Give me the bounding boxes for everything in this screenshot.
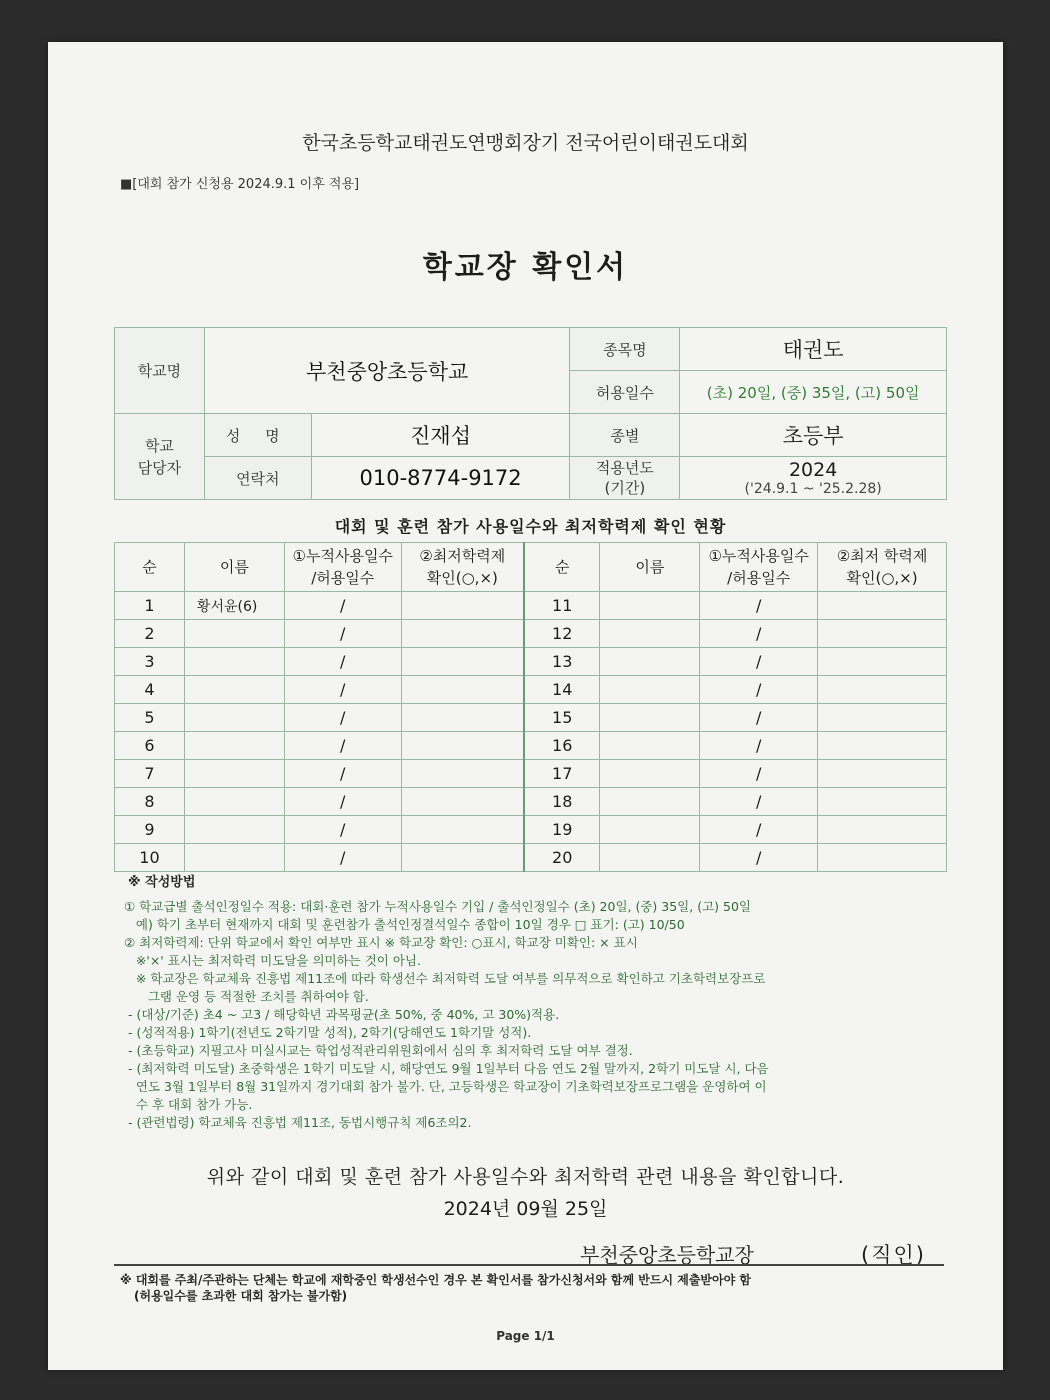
row-name bbox=[184, 620, 284, 648]
row-days-right: / bbox=[700, 732, 818, 760]
row-no-right: 13 bbox=[524, 648, 600, 676]
instruction-line: 연도 3월 1일부터 8월 31일까지 경기대회 참가 불가. 단, 고등학생은 학교장이 기초학력보장프로그램을 운영하여 이 bbox=[124, 1079, 767, 1094]
school-info-table bbox=[114, 327, 947, 500]
row-name bbox=[184, 732, 284, 760]
table-row bbox=[115, 844, 947, 872]
manager-name-value: 진재섭 bbox=[311, 414, 570, 457]
row-no-right: 11 bbox=[524, 592, 600, 620]
table-row bbox=[115, 732, 947, 760]
row-check-right bbox=[818, 844, 947, 872]
row-check bbox=[401, 620, 524, 648]
row-no-right: 16 bbox=[524, 732, 600, 760]
row-no: 10 bbox=[115, 844, 185, 872]
principal-name: 부천중앙초등학교장 bbox=[580, 1243, 754, 1267]
table-row bbox=[115, 788, 947, 816]
row-no-right: 17 bbox=[524, 760, 600, 788]
instructions-heading: ※ 작성방법 bbox=[128, 875, 196, 890]
instruction-line: 그램 운영 등 적절한 조치를 취하여야 함. bbox=[124, 989, 369, 1004]
row-no-right: 14 bbox=[524, 676, 600, 704]
table-row bbox=[115, 592, 947, 620]
school-name-value: 부천중앙초등학교 bbox=[204, 328, 570, 414]
year-label: 적용년도 (기간) bbox=[570, 457, 680, 500]
row-days-right: / bbox=[700, 592, 818, 620]
allowed-days-value: (초) 20일, (중) 35일, (고) 50일 bbox=[680, 371, 947, 414]
row-name-right bbox=[600, 788, 700, 816]
row-check-right bbox=[818, 732, 947, 760]
row-days: / bbox=[284, 592, 401, 620]
row-check-right bbox=[818, 788, 947, 816]
row-check bbox=[401, 816, 524, 844]
row-check-right bbox=[818, 760, 947, 788]
row-check-right bbox=[818, 620, 947, 648]
row-days: / bbox=[284, 844, 401, 872]
row-check bbox=[401, 844, 524, 872]
organization-title: 한국초등학교태권도연맹회장기 전국어린이태권도대회 bbox=[302, 132, 749, 154]
row-days-right: / bbox=[700, 816, 818, 844]
year-cell bbox=[680, 457, 947, 500]
row-no: 3 bbox=[115, 648, 185, 676]
row-name bbox=[184, 760, 284, 788]
row-days: / bbox=[284, 732, 401, 760]
instruction-line: ② 최저학력제: 단위 학교에서 확인 여부만 표시 ※ 학교장 확인: ○표시, 학교장 미확인: × 표시 bbox=[124, 935, 638, 950]
row-check bbox=[401, 732, 524, 760]
header-no: 순 bbox=[115, 543, 185, 592]
confirmation-statement: 위와 같이 대회 및 훈련 참가 사용일수와 최저학력 관련 내용을 확인합니다. bbox=[206, 1166, 845, 1188]
application-note: ■[대회 참가 신청용 2024.9.1 이후 적용] bbox=[120, 177, 360, 192]
event-value: 태권도 bbox=[680, 328, 947, 371]
instructions bbox=[124, 874, 944, 1132]
row-name bbox=[184, 844, 284, 872]
row-days: / bbox=[284, 816, 401, 844]
row-days: / bbox=[284, 676, 401, 704]
row-days: / bbox=[284, 760, 401, 788]
row-name-right bbox=[600, 704, 700, 732]
division-value: 초등부 bbox=[680, 414, 947, 457]
row-no-right: 12 bbox=[524, 620, 600, 648]
row-name-right bbox=[600, 620, 700, 648]
header-days: ①누적사용일수 /허용일수 bbox=[284, 543, 401, 592]
row-check-right bbox=[818, 592, 947, 620]
row-name-right bbox=[600, 676, 700, 704]
row-check-right bbox=[818, 816, 947, 844]
row-check bbox=[401, 592, 524, 620]
issue-date: 2024년 09월 25일 bbox=[443, 1198, 608, 1220]
instruction-line: - (관련법령) 학교체육 진흥법 제11조, 동법시행규칙 제6조의2. bbox=[124, 1115, 472, 1130]
row-check bbox=[401, 788, 524, 816]
instruction-line: ※ 학교장은 학교체육 진흥법 제11조에 따라 학생선수 최저학력 도달 여부를 의무적으로 확인하고 기초학력보장프로 bbox=[124, 971, 766, 986]
row-no-right: 19 bbox=[524, 816, 600, 844]
footer-divider bbox=[114, 1264, 944, 1266]
row-name bbox=[184, 676, 284, 704]
row-no-right: 15 bbox=[524, 704, 600, 732]
row-check-right bbox=[818, 648, 947, 676]
row-name bbox=[184, 704, 284, 732]
row-days-right: / bbox=[700, 676, 818, 704]
event-label: 종목명 bbox=[570, 328, 680, 371]
row-days: / bbox=[284, 648, 401, 676]
year-value: 2024 bbox=[788, 459, 838, 481]
contact-label: 연락처 bbox=[204, 457, 311, 500]
header-check-right: ②최저 학력제 확인(○,×) bbox=[818, 543, 947, 592]
row-no-right: 18 bbox=[524, 788, 600, 816]
row-check bbox=[401, 760, 524, 788]
table-row bbox=[115, 648, 947, 676]
header-name-right: 이름 bbox=[600, 543, 700, 592]
official-seal: (직인) bbox=[861, 1243, 926, 1267]
footer-line-1: ※ 대회를 주최/주관하는 단체는 학교에 재학중인 학생선수인 경우 본 확인서를 참가신청서와 함께 반드시 제출받아야 함 bbox=[120, 1273, 751, 1287]
row-days: / bbox=[284, 620, 401, 648]
row-days-right: / bbox=[700, 620, 818, 648]
page-number: Page 1/1 bbox=[496, 1329, 555, 1343]
allowed-days-label: 허용일수 bbox=[570, 371, 680, 414]
table-row bbox=[115, 620, 947, 648]
table-row bbox=[115, 816, 947, 844]
row-name-right bbox=[600, 816, 700, 844]
row-days: / bbox=[284, 704, 401, 732]
instruction-line: - (대상/기준) 초4 ~ 고3 / 해당학년 과목평균(초 50%, 중 40%, 고 30%)적용. bbox=[124, 1007, 560, 1022]
instruction-line: - (성적적용) 1학기(전년도 2학기말 성적), 2학기(당해연도 1학기말 성적). bbox=[124, 1025, 532, 1040]
row-check-right bbox=[818, 704, 947, 732]
table-row bbox=[115, 676, 947, 704]
row-no-right: 20 bbox=[524, 844, 600, 872]
instruction-line: ※'×' 표시는 최저학력 미도달을 의미하는 것이 아님. bbox=[124, 953, 421, 968]
row-name-right bbox=[600, 592, 700, 620]
header-no-right: 순 bbox=[524, 543, 600, 592]
row-name: 황서윤(6) bbox=[184, 592, 284, 620]
row-name bbox=[184, 816, 284, 844]
row-days-right: / bbox=[700, 788, 818, 816]
contact-value: 010-8774-9172 bbox=[311, 457, 570, 500]
instruction-line: ① 학교급별 출석인정일수 적용: 대회·훈련 참가 누적사용일수 기입 / 출석인정일수 (초) 20일, (중) 35일, (고) 50일 bbox=[124, 899, 751, 914]
row-days-right: / bbox=[700, 844, 818, 872]
row-no: 1 bbox=[115, 592, 185, 620]
row-name-right bbox=[600, 844, 700, 872]
document-title: 학교장 확인서 bbox=[422, 250, 629, 285]
name-label: 성 명 bbox=[204, 414, 311, 457]
header-name: 이름 bbox=[184, 543, 284, 592]
row-no: 5 bbox=[115, 704, 185, 732]
row-check bbox=[401, 676, 524, 704]
row-check bbox=[401, 648, 524, 676]
row-no: 7 bbox=[115, 760, 185, 788]
participants-header-row bbox=[115, 543, 947, 592]
footer-line-2: (허용일수를 초과한 대회 참가는 불가함) bbox=[134, 1289, 348, 1303]
division-label: 종별 bbox=[570, 414, 680, 457]
section-title: 대회 및 훈련 참가 사용일수와 최저학력제 확인 현황 bbox=[334, 517, 727, 536]
row-days-right: / bbox=[700, 704, 818, 732]
instruction-line: 예) 학기 초부터 현재까지 대회 및 훈련참가 출석인정결석일수 종합이 10일 경우 □ 표기: (고) 10/50 bbox=[124, 917, 685, 932]
row-days-right: / bbox=[700, 760, 818, 788]
header-check: ②최저학력제 확인(○,×) bbox=[401, 543, 524, 592]
row-name-right bbox=[600, 648, 700, 676]
row-no: 6 bbox=[115, 732, 185, 760]
row-days: / bbox=[284, 788, 401, 816]
row-no: 4 bbox=[115, 676, 185, 704]
row-name-right bbox=[600, 760, 700, 788]
row-name bbox=[184, 788, 284, 816]
table-row bbox=[115, 704, 947, 732]
row-days-right: / bbox=[700, 648, 818, 676]
instruction-line: - (최저학력 미도달) 초중학생은 1학기 미도달 시, 해당연도 9월 1일부터 다음 연도 2월 말까지, 2학기 미도달 시, 다음 bbox=[124, 1061, 769, 1076]
instruction-line: 수 후 대회 참가 가능. bbox=[124, 1097, 253, 1112]
document-page bbox=[48, 42, 1003, 1370]
row-name-right bbox=[600, 732, 700, 760]
row-no: 9 bbox=[115, 816, 185, 844]
table-row bbox=[115, 760, 947, 788]
instructions-lines bbox=[124, 898, 944, 1132]
instruction-line: - (초등학교) 지필고사 미실시교는 학업성적관리위원회에서 심의 후 최저학력 도달 여부 결정. bbox=[124, 1043, 633, 1058]
row-check-right bbox=[818, 676, 947, 704]
period-value: ('24.9.1 ~ '25.2.28) bbox=[744, 481, 882, 497]
school-name-label: 학교명 bbox=[115, 328, 205, 414]
participants-table bbox=[114, 542, 947, 872]
row-check bbox=[401, 704, 524, 732]
header-days-right: ①누적사용일수 /허용일수 bbox=[700, 543, 818, 592]
manager-label: 학교 담당자 bbox=[115, 414, 205, 500]
footer-note bbox=[120, 1272, 751, 1304]
row-no: 2 bbox=[115, 620, 185, 648]
row-no: 8 bbox=[115, 788, 185, 816]
row-name bbox=[184, 648, 284, 676]
